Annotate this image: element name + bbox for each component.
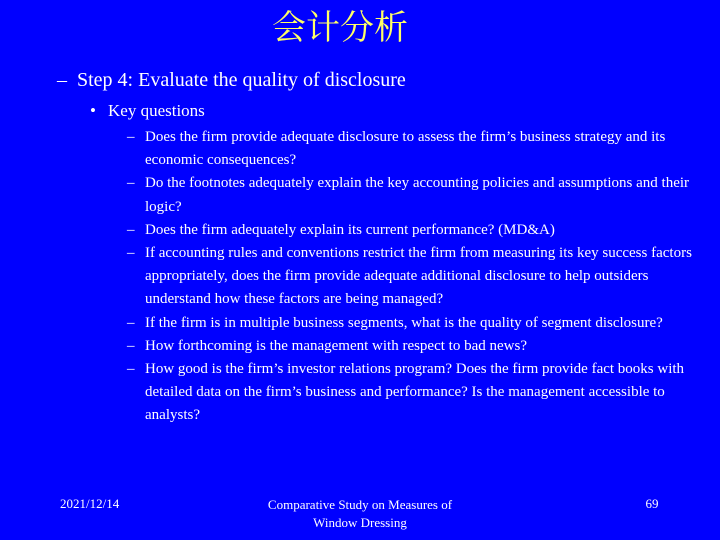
subheading-text: Key questions — [108, 101, 205, 120]
dash-marker: – — [127, 245, 135, 262]
footer-title: Comparative Study on Measures of Window Dressing — [267, 497, 453, 530]
dash-marker: – — [127, 129, 135, 145]
question-item — [127, 358, 697, 428]
step-bullet — [57, 66, 697, 94]
footer-date: 2021/12/14 — [60, 496, 120, 511]
question-text: How good is the firm’s investor relations program? Does the firm provide fact books with detailed data on the firm’s business and performance? Is the management accessible to analysts? — [145, 361, 685, 424]
dash-marker: – — [57, 69, 67, 91]
question-item — [127, 242, 697, 312]
question-text: Does the firm provide adequate disclosure to assess the firm’s business strategy and its economic consequences? — [145, 129, 666, 169]
question-item — [127, 335, 697, 358]
question-text: If the firm is in multiple business segments, what is the quality of segment disclosure? — [145, 314, 663, 331]
dash-marker: – — [127, 314, 135, 331]
subheading-bullet — [90, 99, 690, 123]
question-list — [127, 126, 697, 428]
question-item — [127, 312, 697, 335]
question-item — [127, 126, 697, 172]
dash-marker: – — [127, 175, 135, 192]
page-number: 69 — [645, 496, 659, 511]
dash-marker: – — [127, 337, 135, 354]
question-item — [127, 219, 697, 242]
question-text: How forthcoming is the management with respect to bad news? — [145, 337, 527, 354]
question-text: Does the firm adequately explain its current performance? (MD&A) — [145, 221, 555, 238]
dash-marker: – — [127, 221, 135, 238]
question-item — [127, 172, 697, 218]
dash-marker: – — [127, 361, 135, 378]
bullet-marker: • — [90, 101, 96, 120]
step-text: Step 4: Evaluate the quality of disclosure — [77, 69, 406, 91]
question-text: If accounting rules and conventions restrict the firm from measuring its key success factors appropriately, does the firm provide adequate additional disclosure to help outsiders understand how these factors are being managed? — [145, 245, 692, 308]
question-text: Do the footnotes adequately explain the key accounting policies and assumptions and their logic? — [145, 175, 690, 215]
slide-title: 会计分析 — [272, 8, 408, 48]
